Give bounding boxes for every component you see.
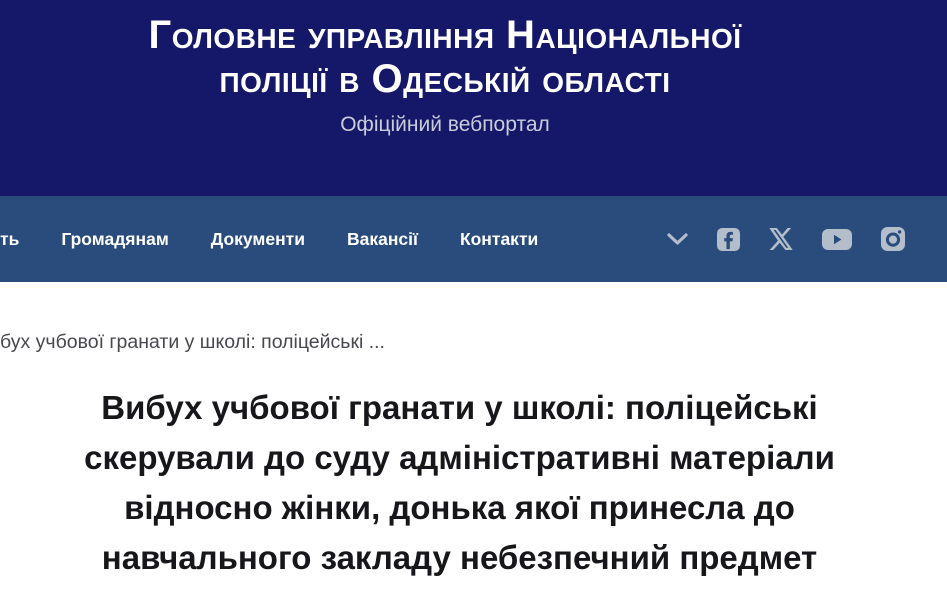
site-subtitle: Офіційний вебпортал: [340, 113, 550, 136]
site-title[interactable]: [0, 13, 890, 101]
article-title-line-4: навчального закладу небезпечний предмет: [101, 539, 818, 576]
nav-item-contacts[interactable]: Контакти: [459, 228, 539, 249]
article-title-line-2: скерували до суду адміністративні матеріали: [84, 439, 835, 476]
site-header: [0, 0, 947, 196]
article-title-line-1: Вибух учбової гранати у школі: поліцейські: [101, 389, 818, 426]
facebook-icon[interactable]: [717, 228, 740, 251]
article-title-line-3: відносно жінки, донька якої принесла до: [124, 489, 795, 526]
chevron-down-icon[interactable]: [667, 233, 688, 246]
site-title-line-2: поліції в Одеській області: [219, 57, 671, 101]
nav-social-group: [667, 227, 905, 251]
x-twitter-icon[interactable]: [769, 228, 793, 250]
nav-item-cropped[interactable]: ть: [0, 228, 20, 249]
youtube-icon[interactable]: [822, 229, 852, 250]
nav-item-vacancies[interactable]: Вакансії: [346, 228, 418, 249]
site-title-line-1: Головне управління Національної: [148, 13, 742, 57]
header-content: [0, 0, 890, 137]
instagram-icon[interactable]: [881, 227, 905, 251]
breadcrumb: бух учбової гранати у школі: поліцейські ...: [0, 331, 385, 353]
nav-item-documents[interactable]: Документи: [210, 228, 305, 249]
article-title: [0, 383, 947, 583]
main-navbar: [0, 196, 947, 282]
nav-items: [0, 229, 538, 250]
nav-item-citizens[interactable]: Громадянам: [61, 228, 169, 249]
